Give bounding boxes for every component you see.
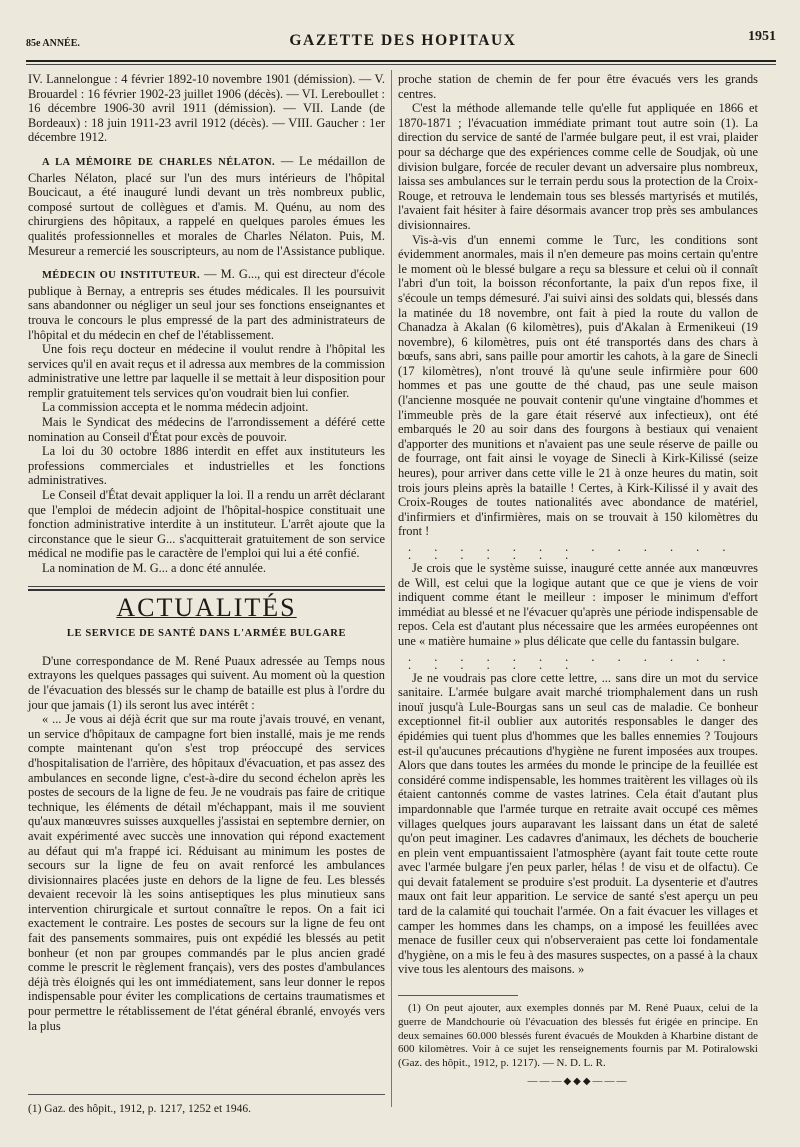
right-footnote-rule	[398, 995, 518, 996]
column-divider	[391, 70, 392, 1107]
nelaton-heading: A LA MÉMOIRE DE CHARLES NÉLATON.	[42, 156, 276, 168]
article-quote: « ... Je vous ai déjà écrit que sur ma route j'avais trouvé, en venant, un service d'hôpitaux de campagne fort bien installé, mais je me rends compte maintenant qu'on s'est trop préoccupé des services d'hospitalisation de l'arrière, des hôpitaux d'évacuation, et pas assez des ambulances en seconde ligne, c'est-à-dire du second échelon après les postes de secours de la ligne de feu. Je ne voudrais pas faire de critique technique, les éléments de détail m'échappant, mais il me souvient qu'aux manœuvres suisses auxquelles j'assistai en septembre dernier, on avait expérimenté avec succès une innovation qui répond exactement au défaut qui m'a frappé ici. Réduisant au minimum les postes de secours sur la ligne de feu on avait renforcé les ambulances divisionnaires placées juste en dehors de la ligne de feu. Les blessés devaient recevoir là les soins antiseptiques les plus minutieux sans intervention chirurgicale et surtout connaître le repos. On a fait ici exactement le contraire. Les postes de secours sur la ligne de feu ont fait des pansements sommaires, puis ont expédié les blessés au petit bonheur (et non par groupes commandés par le plus ancien gradé comme le prescrit le règlement français), vers des postes d'ambulances déjà très éloignés qui les ont immédiatement, sans leur donner le repos indispensable pour éviter les complications de certains traumatismes et pour permettre le rétablissement de l'état général ébranlé, envoyés vers la plus	[28, 712, 385, 1033]
right-footnote: (1) On peut ajouter, aux exemples donnés par M. René Puaux, celui de la guerre de Mandchourie où l'évacuation des blessés fut érigée en principe. En deux semaines 60.000 blessés furent évacués de Moukden à Kharbine distant de 600 kilomètres. Voir à ce sujet les renseignements fournis par M. Potiralowski (Gaz. des hôpit., 1912, p. 1217). — N. D. L. R.	[398, 1002, 758, 1070]
end-ornament: ———◆◆◆———	[527, 1076, 629, 1088]
issue-label: 85e ANNÉE.	[26, 38, 80, 49]
medecin-p2: Une fois reçu docteur en médecine il voulut rendre à l'hôpital les services qu'il en avait reçus et il adressa aux membres de la commission administrative une lettre par laquelle il se mettait à leur disposition pour remplir gratuitement tels services qu'on voudrait bien lui confier.	[28, 342, 385, 400]
left-footnote: (1) Gaz. des hôpit., 1912, p. 1217, 1252 et 1946.	[28, 1103, 251, 1115]
right-column	[398, 72, 758, 1090]
section-title: ACTUALITÉS	[116, 592, 297, 622]
article-intro: D'une correspondance de M. René Puaux adressée au Temps nous extrayons les quelques passages qui suivent. Au moment où la question de l'évacuation des blessés sur le champ de bataille est plus à l'ordre du jour que jamais (1) ils seront lus avec intérêt :	[28, 653, 385, 712]
medecin-p6: Le Conseil d'État devait appliquer la loi. Il a rendu un arrêt déclarant que l'emploi de médecin adjoint de l'hôpital-hospice constituait une fonction administrative interdite à un instituteur. L'arrêt ajoute que la circonstance que le sieur G... s'acquitterait gratuitement de son service médical ne modifie pas le caractère de l'emploi qui lui a été confié.	[28, 488, 385, 561]
right-p4: Je crois que le système suisse, inauguré cette année aux manœuvres de Will, est celui que la logique autant que ce que je viens de voir indiquent comme étant le meilleur : imposer le minimum d'effort immédiat au blessé et ne l'évacuer qu'après une période indispensable de repos. Cela est d'autant plus nécessaire que les armées européennes ont une « matière humaine » plus délicate que celle du fantassin bulgare.	[398, 561, 758, 648]
article-subhead: LE SERVICE DE SANTÉ DANS L'ARMÉE BULGARE	[66, 628, 347, 640]
section-rule-thick	[28, 589, 385, 591]
medecin-text: — M. G..., qui est directeur d'école publique à Bernay, a entrepris ses études médicales. Il les poursuivit sans abandonner ou négliger un seul jour ses fonctions enseignantes et trouva le concours le plus empressé de la part des administrateurs de l'hôpital et du médecin en chef de l'établissement.	[28, 267, 385, 342]
medecin-p3: La commission accepta et le nomma médecin adjoint.	[42, 400, 309, 415]
footnote-rule	[28, 1094, 385, 1095]
deans-list: IV. Lannelongue : 4 février 1892-10 novembre 1901 (démission). — V. Brouardel : 16 février 1902-23 juillet 1906 (décès). — VI. Lereboullet : 16 décembre 1906-30 avril 1911 (démission). — VII. Lande (de Bordeaux) : 18 juin 1911-23 avril 1912 (décès). — VIII. Gaucher : 1er décembre 1912.	[28, 72, 385, 145]
nelaton-paragraph	[28, 154, 385, 258]
medecin-p5: La loi du 30 octobre 1886 interdit en effet aux instituteurs les professions commerciales et industrielles et les fonctions administratives.	[28, 444, 385, 488]
journal-title: GAZETTE DES HOPITAUX	[289, 32, 517, 49]
header-rule	[26, 60, 776, 62]
header-rule-thin	[26, 64, 776, 65]
medecin-p7: La nomination de M. G... a donc été annulée.	[42, 561, 266, 575]
nelaton-text: — Le médaillon de Charles Nélaton, placé sur l'un des murs intérieurs de l'hôpital Boucicaut, a été inauguré lundi devant un très nombreux public, composé surtout de collègues et d'amis. M. Quénu, au nom des chirurgiens des hôpitaux, a rappelé en quelques paroles émues les qualités professionnelles et morales de Charles Nélaton. Puis, M. Mesureur a remercié les souscripteurs, au nom de l'Assistance publique.	[28, 153, 385, 258]
page-header	[26, 26, 780, 56]
medecin-heading: MÉDECIN OU INSTITUTEUR.	[42, 270, 201, 282]
left-column	[28, 72, 385, 1033]
page-number: 1951	[748, 29, 776, 44]
right-p3: Vis-à-vis d'un ennemi comme le Turc, les conditions sont évidemment anormales, mais il n'en demeure pas moins certain qu'entre le moment où le blessé bulgare a reçu sa blessure et celui où il connaît l'abri d'un toit, la boisson réconfortante, la paix d'un repos fixe, il s'écoule un temps démesuré. J'ai suivi ainsi des soldats qui, blessés dans la matinée du 18 novembre, ont fait à pied la route du vallon de Chanadza à Akalan (6 kilomètres), puis d'Akalan à Ermenikeui (19 novembre), 6 kilomètres, puis ont été transportés dans des chars à bœufs, sans abri, sans paille pour amortir les cahots, à la gare de Sinecli (17 kilomètres), n'ont trouvé là qu'une seule infirmière pour 600 hommes et pas une goutte de thé chaud, pas une seule maison (l'ancienne mosquée ne pouvait contenir qu'une vingtaine d'hommes et l'immeuble près de la gare était réservé aux infectieux), ont été embarqués le 20 au soir dans des fourgons à bestiaux qui venaient d'apporter des munitions et n'avaient pas une seule réserve de paille ou de fourrage, ont fait ainsi le voyage de Sinecli à Kirk-Kilissé (seize heures), pour arriver dans cette ville le 21 à onze heures du matin, soit trois jours pleins après la bataille ! Certes, à Kirk-Kilissé il y avait des Croix-Rouges de toutes nationalités avec abondance de matériel, d'infirmiers et d'infirmières, mais on se trouvait à 150 kilomètres du front !	[398, 232, 758, 539]
right-p1: proche station de chemin de fer pour être évacués vers les grands centres.	[398, 72, 758, 101]
ellipsis-separator: . . . . . . . . . . . . . . . . . . . .	[408, 540, 736, 562]
right-p5: Je ne voudrais pas clore cette lettre, ... sans dire un mot du service sanitaire. L'armée bulgare avait marché triomphalement dans un rush inouï jusqu'à Lule-Bourgas sans un seul cas de maladie. Ce bonheur exceptionnel fit-il oublier aux autorités responsables le danger des épidémies qui tuent plus d'hommes que les balles ennemies ? Toujours est-il qu'aucunes précautions d'hygiène ne furent imposées aux troupes. Alors que dans toutes les armées du monde le principe de la feuillée est considéré comme indispensable, les hommes traitèrent les villages où ils étaient cantonnés comme de vastes latrines. Cela était d'autant plus impardonnable que l'armée turque en retraite avait occupé ces mêmes villages quelques jours auparavant les laissant dans un état de saleté qu'on peut imaginer. Les cadavres d'animaux, les déchets de boucherie en plein vent empuantissaient l'atmosphère (ayant fait toute cette route avec l'armée bulgare j'en peux parler, hélas ! de visu et de olfactu). Ce qui devait fatalement se produire s'est produit. La dysenterie et d'autres maux ont fait leur apparition. Le service de santé s'est aperçu un peu tard de la calamité qui touchait l'armée. On a fait évacuer les villages et camper les hommes dans les champs, on a imposé les feuillées avec menace de fusiller ceux qui n'observeraient pas cette loi fondamentale d'hygiène, on a mis le feu à des masures suspectes, on a passé à la chaux vive tous les alentours des maisons. »	[398, 670, 758, 977]
medecin-paragraph	[28, 267, 385, 342]
ellipsis-separator-2: . . . . . . . . . . . . . . . . . . . .	[408, 649, 736, 672]
section-rule	[28, 586, 385, 587]
medecin-p4: Mais le Syndicat des médecins de l'arrondissement a déféré cette nomination au Conseil d'État pour excès de pouvoir.	[28, 415, 385, 444]
right-p2: C'est la méthode allemande telle qu'elle fut appliquée en 1866 et 1870-1871 ; l'évacuation immédiate primant tout autre soin (1). La direction du service de santé de l'armée bulgare peut, il est vrai, plaider pour sa décharge que des expériences comme celle de Soudjak, où une division bulgare, forcée de reculer devant un adversaire plus nombreux, laissa ses ambulances sur le terrain perdu sous la protection de la Croix-Rouge, et retrouva le lendemain tous ses blessés martyrisés et mutilés, l'avaient fait hésiter à faire désormais avancer trop près ses ambulances divisionnaires.	[398, 101, 758, 232]
